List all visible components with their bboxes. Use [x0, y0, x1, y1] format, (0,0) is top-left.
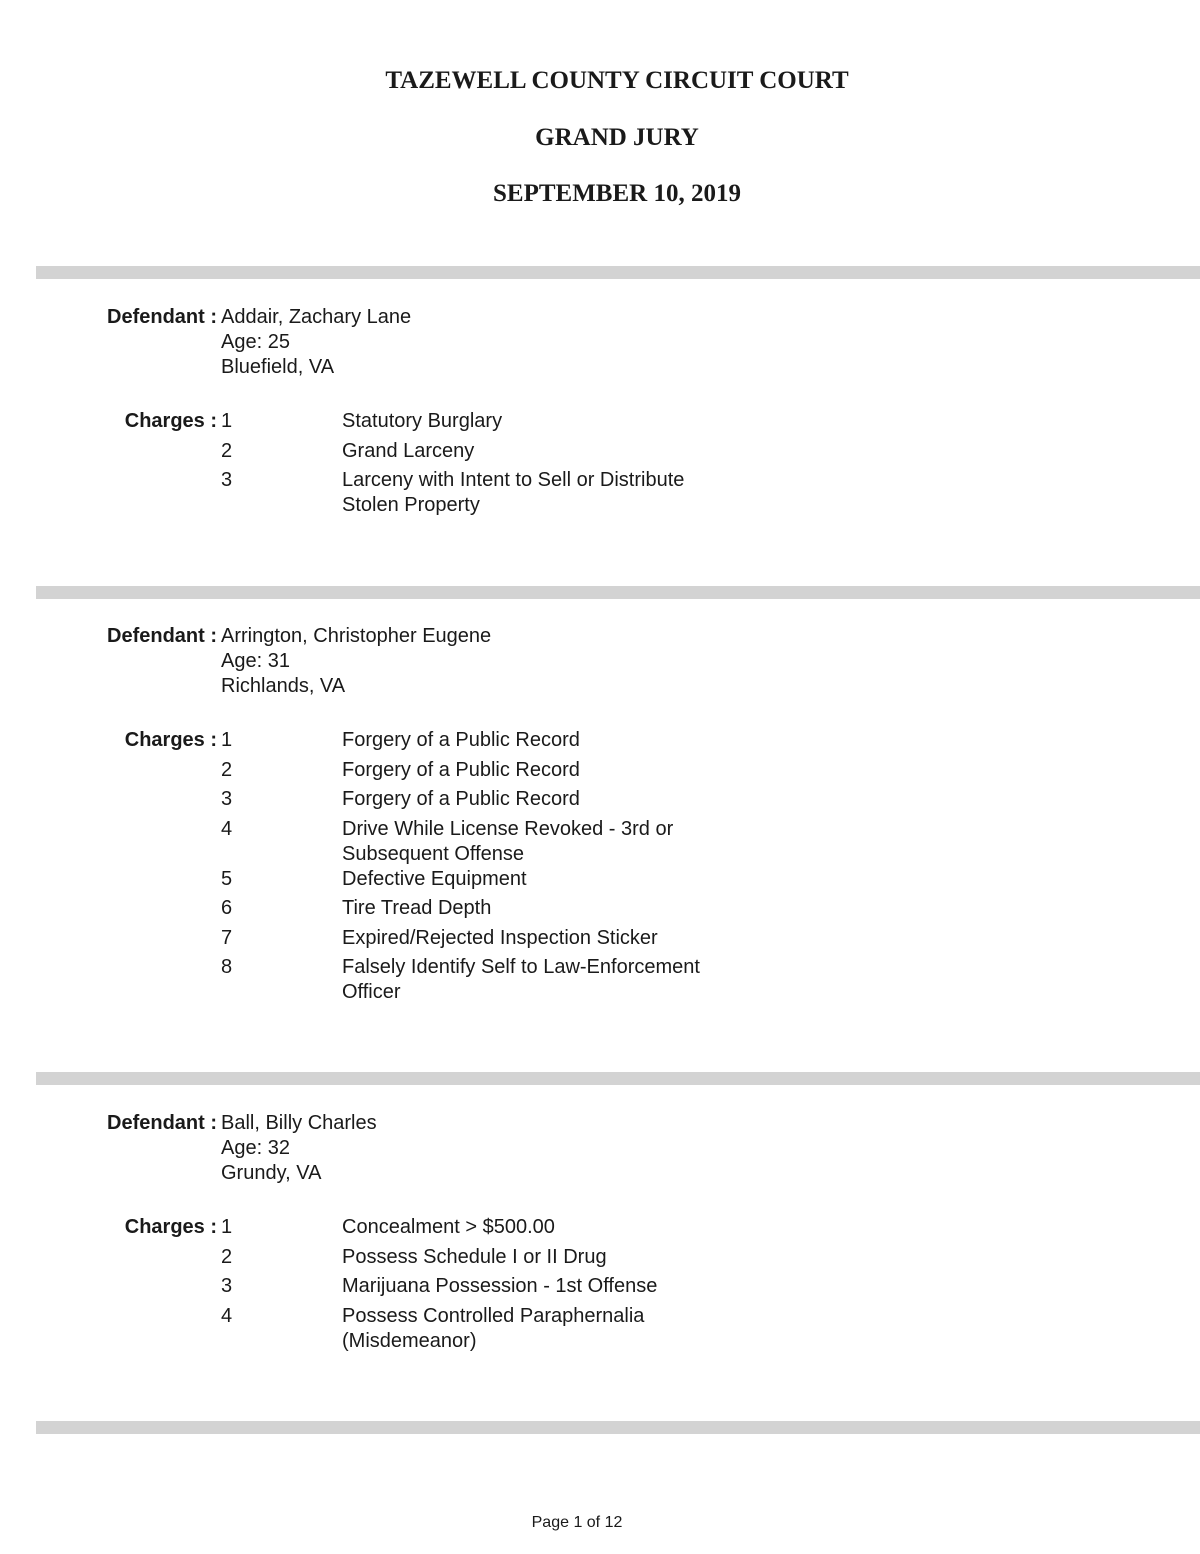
divider-rule [36, 266, 1200, 279]
page-number: Page 1 of 12 [531, 1514, 623, 1531]
charges-label: Charges : [124, 1216, 217, 1238]
charges-label: Charges : [124, 410, 217, 432]
defendant-label: Defendant : [107, 306, 217, 328]
defendant-age: Age: 32 [221, 1137, 290, 1159]
charge-item [0, 867, 1200, 897]
court-title: TAZEWELL COUNTY CIRCUIT COURT [385, 67, 849, 94]
charge-number: 1 [221, 410, 233, 432]
charge-item [0, 468, 1200, 523]
defendant-age: Age: 31 [221, 650, 290, 672]
charge-number: 1 [221, 729, 233, 751]
charge-number: 2 [221, 1245, 233, 1268]
defendant-location: Bluefield, VA [221, 356, 335, 378]
charge-item [0, 1304, 1200, 1359]
charge-description: Possess Schedule I or II Drug [342, 1245, 607, 1268]
charge-description: Expired/Rejected Inspection Sticker [342, 926, 658, 949]
charge-item [0, 1245, 1200, 1275]
divider-rule [36, 1072, 1200, 1085]
charge-number: 2 [221, 758, 233, 781]
charge-number: 1 [221, 1216, 233, 1238]
charge-item [0, 1274, 1200, 1304]
defendant-label: Defendant : [107, 1112, 217, 1134]
charge-number: 3 [221, 1275, 233, 1297]
charge-item [0, 896, 1200, 926]
defendant-label: Defendant : [107, 625, 217, 647]
charge-number: 2 [221, 439, 233, 462]
charge-description: Larceny with Intent to Sell or Distribute Stolen Property [342, 469, 685, 516]
charge-item [0, 728, 1200, 758]
defendant-location: Richlands, VA [221, 675, 346, 697]
charge-number: 6 [221, 897, 233, 919]
defendant-info [221, 1111, 377, 1186]
charge-item [0, 409, 1200, 439]
charge-description: Forgery of a Public Record [342, 758, 580, 781]
charge-description: Possess Controlled Paraphernalia (Misdemeanor) [342, 1304, 645, 1352]
charge-description: Marijuana Possession - 1st Offense [342, 1275, 658, 1297]
charge-description: Falsely Identify Self to Law-Enforcement Officer [342, 956, 700, 1003]
charge-description: Tire Tread Depth [342, 897, 492, 919]
charge-description: Defective Equipment [342, 867, 527, 890]
charge-number: 4 [221, 1304, 233, 1327]
charges-label: Charges : [124, 729, 217, 751]
charge-description: Concealment > $500.00 [342, 1216, 555, 1238]
charge-description: Forgery of a Public Record [342, 788, 580, 810]
defendant-name: Addair, Zachary Lane [221, 306, 412, 328]
charge-number: 3 [221, 469, 233, 491]
charge-item [0, 817, 1200, 867]
defendant-name: Ball, Billy Charles [221, 1112, 377, 1134]
session-title: GRAND JURY [535, 124, 699, 151]
defendant-info [221, 624, 491, 699]
charge-item [0, 787, 1200, 817]
charges-list [0, 409, 1200, 523]
charge-item [0, 926, 1200, 956]
defendant-location: Grundy, VA [221, 1162, 322, 1184]
charge-item [0, 439, 1200, 469]
charge-item [0, 1215, 1200, 1245]
charge-number: 3 [221, 788, 233, 810]
divider-rule [36, 1421, 1200, 1434]
date-title: SEPTEMBER 10, 2019 [493, 180, 741, 207]
charge-number: 4 [221, 817, 233, 840]
charge-description: Drive While License Revoked - 3rd or Subsequent Offense [342, 817, 674, 865]
charge-description: Grand Larceny [342, 439, 475, 462]
defendant-name: Arrington, Christopher Eugene [221, 625, 492, 647]
defendant-age: Age: 25 [221, 331, 290, 353]
charges-list [0, 1215, 1200, 1358]
charges-list [0, 728, 1200, 1010]
charge-description: Statutory Burglary [342, 410, 503, 432]
charge-item [0, 758, 1200, 788]
defendant-info [221, 305, 411, 380]
divider-rule [36, 586, 1200, 599]
charge-item [0, 955, 1200, 1010]
charge-number: 8 [221, 956, 233, 978]
charge-number: 7 [221, 926, 233, 949]
charge-description: Forgery of a Public Record [342, 729, 580, 751]
charge-number: 5 [221, 867, 233, 890]
